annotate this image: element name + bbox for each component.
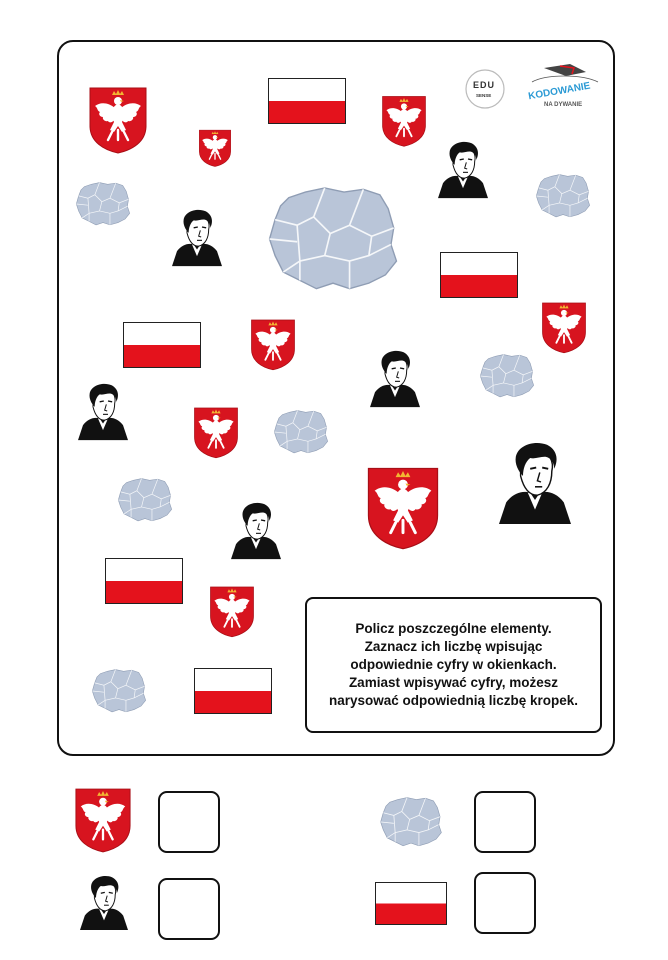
chopin-portrait-icon: [499, 432, 571, 532]
polish-flag-icon: [440, 252, 518, 298]
edu-logo-bottom-text: SENSE: [476, 93, 492, 98]
answer-poland-map-icon: [378, 794, 444, 850]
polish-eagle-emblem-icon: [381, 95, 427, 147]
emblem-count-box[interactable]: [158, 791, 220, 853]
instructions-line-1: Policz poszczególne elementy.: [355, 621, 552, 636]
poland-map-icon: [74, 178, 132, 230]
flag-count-box[interactable]: [474, 872, 536, 934]
portrait-count-box[interactable]: [158, 878, 220, 940]
edu-sense-logo: [464, 68, 506, 110]
chopin-portrait-icon: [438, 134, 488, 204]
polish-flag-icon: [123, 322, 201, 368]
answer-polish-flag-icon: [375, 882, 447, 925]
polish-flag-icon: [268, 78, 346, 124]
poland-map-icon: [90, 665, 148, 717]
polish-eagle-emblem-icon: [193, 406, 239, 459]
kodowanie-logo: [526, 62, 604, 114]
polish-flag-icon: [194, 668, 272, 714]
chopin-portrait-icon: [370, 343, 420, 413]
answer-emblem-icon: [74, 787, 132, 853]
poland-map-icon: [264, 178, 402, 300]
poland-map-icon: [272, 406, 330, 458]
polish-eagle-emblem-icon: [88, 86, 148, 154]
answer-chopin-portrait-icon: [80, 868, 128, 936]
map-count-box[interactable]: [474, 791, 536, 853]
kodowanie-logo-main-text: KODOWANIE: [527, 80, 592, 103]
poland-map-icon: [534, 170, 592, 222]
polish-eagle-emblem-icon: [250, 318, 296, 371]
chopin-portrait-icon: [172, 202, 222, 272]
edu-logo-top-text: EDU: [473, 80, 496, 90]
polish-eagle-emblem-icon: [366, 466, 440, 550]
poland-map-icon: [478, 350, 536, 402]
instructions-line-5: narysować odpowiednią liczbę kropek.: [328, 693, 579, 708]
kodowanie-logo-sub-text: NA DYWANIE: [544, 102, 583, 108]
poland-map-icon: [116, 474, 174, 526]
polish-eagle-emblem-icon: [541, 301, 587, 354]
instructions-text: [329, 620, 578, 710]
instructions-box: [305, 597, 602, 733]
instructions-line-2: Zaznacz ich liczbę wpisując: [364, 639, 543, 654]
instructions-line-3: odpowiednie cyfry w okienkach.: [350, 657, 557, 672]
polish-eagle-emblem-icon: [209, 585, 255, 638]
chopin-portrait-icon: [78, 376, 128, 446]
polish-flag-icon: [105, 558, 183, 604]
chopin-portrait-icon: [231, 495, 281, 565]
polish-eagle-emblem-icon: [198, 129, 232, 167]
instructions-line-4: Zamiast wpisywać cyfry, możesz: [348, 675, 559, 690]
